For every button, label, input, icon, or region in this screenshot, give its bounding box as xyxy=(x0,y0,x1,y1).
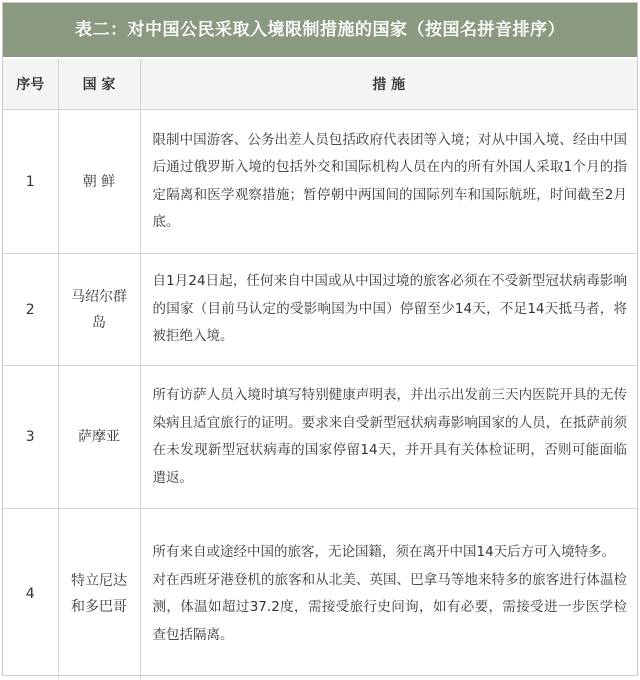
table-row xyxy=(3,509,637,680)
row-measures xyxy=(140,110,637,254)
row-country: 马绍尔群岛 xyxy=(58,254,140,366)
table-row xyxy=(3,110,637,254)
measures-table xyxy=(2,2,638,676)
data-table xyxy=(3,59,637,679)
header-measures: 措 施 xyxy=(140,59,637,110)
row-measures xyxy=(140,254,637,366)
row-index: 1 xyxy=(3,110,58,254)
measure-text: 所有访萨人员入境时填写特别健康声明表，并出示出发前三天内医院开具的无传染病且适宜旅行的证明。要求来自受新型冠状病毒影响国家的人员，在抵萨前须在未发现新型冠状病毒的国家停留14天，并开具有关体检证明，否则可能面临遣返。 xyxy=(152,387,627,486)
row-country: 特立尼达和多巴哥 xyxy=(58,509,140,680)
row-measures xyxy=(140,509,637,680)
row-index: 2 xyxy=(3,254,58,366)
measure-text: 对在西班牙港登机的旅客和从北美、英国、巴拿马等地来特多的旅客进行体温检测，体温如超过37.2度，需接受旅行史问询，如有必要，需接受进一步医学检查包括隔离。 xyxy=(152,571,627,643)
row-index: 3 xyxy=(3,366,58,509)
header-row xyxy=(3,59,637,110)
header-country: 国 家 xyxy=(58,59,140,110)
measure-text: 所有来自或途经中国的旅客，无论国籍，须在离开中国14天后方可入境特多。 xyxy=(152,544,616,560)
row-measures xyxy=(140,366,637,509)
measure-text: 限制中国游客、公务出差人员包括政府代表团等入境；对从中国入境、经由中国后通过俄罗斯入境的包括外交和国际机构人员在内的所有外国人采取1个月的指定隔离和医学观察措施；暂停朝中两国间的国际列车和国际航班，时间截至2月底。 xyxy=(152,131,627,230)
row-country: 朝 鲜 xyxy=(58,110,140,254)
table-row xyxy=(3,366,637,509)
row-country: 萨摩亚 xyxy=(58,366,140,509)
table-title: 表二：对中国公民采取入境限制措施的国家（按国名拼音排序） xyxy=(3,3,637,59)
row-index: 4 xyxy=(3,509,58,680)
header-index: 序号 xyxy=(3,59,58,110)
measure-text: 自1月24日起，任何来自中国或从中国过境的旅客必须在不受新型冠状病毒影响的国家（目前马认定的受影响国为中国）停留至少14天，不足14天抵马者，将被拒绝入境。 xyxy=(152,273,627,345)
table-row xyxy=(3,254,637,366)
